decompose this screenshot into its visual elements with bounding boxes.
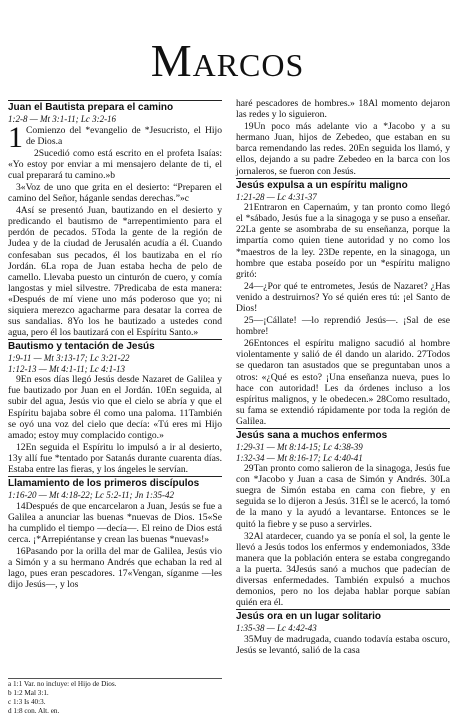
paragraph: 14Después de que encarcelaron a Juan, Jesús se fue a Galilea a anunciar las buenas *nuevas de Dios. 15«Se ha cumplido el tiempo —decía—. El reino de Dios está cerca. ¡*Arrepiéntanse y crean las buenas *nuevas!»	[8, 500, 222, 545]
cross-references: 1:2-8 — Mt 3:1-11; Lc 3:2-16	[8, 114, 117, 124]
footnote: d 1:8 con. Alt. en.	[8, 707, 60, 715]
paragraph: 35Muy de madrugada, cuando todavía estaba oscuro, Jesús se levantó, salió de la casa	[236, 633, 450, 656]
footnote: c 1:3 Is 40:3.	[8, 698, 46, 706]
paragraph: 9En esos días llegó Jesús desde Nazaret de Galilea y fue bautizado por Juan en el Jordán. 10En seguida, al subir del agua, Jesús vio que el cielo se abría y que el Espíritu bajaba sobre él como una paloma. 11También se oyó una voz del cielo que decía: «Tú eres mi Hijo amado; estoy muy complacido contigo.»	[8, 374, 222, 441]
section-heals-many	[236, 428, 450, 608]
paragraph: 21Entraron en Capernaúm, y tan pronto como llegó el *sábado, Jesús fue a la sinagoga y se puso a enseñar. 22La gente se asombraba de su enseñanza, porque la impartía como quien tiene autoridad y no como los *maestros de la ley. 23De repente, en la sinagoga, un hombre que estaba poseído por un *espíritu maligno gritó:	[236, 202, 450, 280]
section-continued	[236, 98, 450, 177]
paragraph: 24—¿Por qué te entrometes, Jesús de Nazaret? ¿Has venido a destruirnos? Yo sé quién eres tú: ¡el Santo de Dios!	[236, 280, 450, 314]
section-heading: Llamamiento de los primeros discípulos	[8, 476, 222, 490]
section-disciples	[8, 476, 222, 590]
right-column	[236, 98, 450, 657]
paragraph: 29Tan pronto como salieron de la sinagoga, Jesús fue con *Jacobo y Juan a casa de Simón y Andrés. 30La suegra de Simón estaba en cama con fiebre, y en seguida se lo dijeron a Jesús. 31Él se le acercó, la tomó de la mano y la ayudó a levantarse. Entonces se le quitó la fiebre y se puso a servirles.	[236, 463, 450, 530]
paragraph: haré pescadores de hombres.» 18Al momento dejaron las redes y lo siguieron.	[236, 98, 450, 121]
paragraph: 26Entonces el espíritu maligno sacudió al hombre violentamente y salió de él dando un alarido. 27Todos se quedaron tan asustados que se preguntaban unos a otros: «¿Qué es esto? ¡Una enseñanza nueva, pues lo hace con autoridad! Les da órdenes incluso a los espíritus malignos, y le obedecen.» 28Como resultado, su fama se extendió rápidamente por toda la región de Galilea.	[236, 338, 450, 427]
paragraph: 1 Comienzo del *evangelio de *Jesucristo, el Hijo de Dios.a	[8, 120, 222, 154]
paragraph: 12En seguida el Espíritu lo impulsó a ir al desierto, 13y allí fue *tentado por Satanás durante cuarenta días. Estaba entre las fieras, y los ángeles le servían.	[8, 441, 222, 476]
paragraph: 16Pasando por la orilla del mar de Galilea, Jesús vio a Simón y a su hermano Andrés que echaban la red al lago, pues eran pescadores. 17«Vengan, síganme —les dijo Jesús—, y los	[8, 546, 222, 591]
paragraph: 2Sucedió como está escrito en el profeta Isaías: «Yo estoy por enviar a mi mensajero delante de ti, el cual preparará tu camino.»b	[8, 147, 222, 181]
section-heading: Jesús sana a muchos enfermos	[236, 428, 450, 442]
cross-references: 1:29-31 — Mt 8:14-15; Lc 4:38-39 1:32-34 — Mt 8:16-17; Lc 4:40-41	[236, 442, 363, 463]
section-heading: Jesús ora en un lugar solitario	[236, 609, 450, 623]
book-title: Marcos	[150, 35, 305, 86]
paragraph: 4Así se presentó Juan, bautizando en el desierto y predicando el bautismo de *arrepentimiento para el perdón de pecados. 5Toda la gente de la región de Judea y de la ciudad de Jerusalén acudía a él. Cuando confesaban sus pecados, él los bautizaba en el río Jordán. 6La ropa de Juan estaba hecha de pelo de camello. Llevaba puesto un cinturón de cuero, y comía langostas y miel silvestre. 7Predicaba de esta manera: «Después de mí viene uno más poderoso que yo; ni siquiera merezco agacharme para desatar la correa de sus sandalias. 8Yo los he bautizado a ustedes cond agua, pero él los bautizará con el Espíritu Santo.»	[8, 205, 222, 339]
cross-references: 1:35-38 — Lc 4:42-43	[236, 623, 317, 634]
cross-references: 1:9-11 — Mt 3:13-17; Lc 3:21-22 1:12-13 — Mt 4:1-11; Lc 4:1-13	[8, 353, 130, 374]
section-baptism	[8, 339, 222, 475]
cross-references: 1:16-20 — Mt 4:18-22; Lc 5:2-11; Jn 1:35-42	[8, 490, 175, 501]
chapter-number: 1	[8, 120, 23, 154]
footnote: b 1:2 Mal 3:1.	[8, 689, 49, 697]
footnotes	[8, 678, 222, 716]
footnote: a 1:1 Var. no incluye: el Hijo de Dios.	[8, 680, 117, 688]
paragraph: 25—¡Cállate! —lo reprendió Jesús—. ¡Sal de ese hombre!	[236, 315, 450, 338]
cross-references: 1:21-28 — Lc 4:31-37	[236, 191, 317, 202]
section-heading: Jesús expulsa a un espíritu maligno	[236, 178, 450, 192]
left-column	[8, 100, 222, 591]
paragraph: 3«Voz de uno que grita en el desierto: “Preparen el camino del Señor, háganle sendas derechas.”»c	[8, 181, 222, 205]
section-heading: Juan el Bautista prepara el camino	[8, 100, 222, 114]
paragraph: 32Al atardecer, cuando ya se ponía el sol, la gente le llevó a Jesús todos los enfermos y endemoniados, 33de manera que la población entera se estaba congregando a la puerta. 34Jesús sanó a muchos que padecían de diversas enfermedades. También expulsó a muchos demonios, pero no los dejaba hablar porque sabían quién era él.	[236, 530, 450, 609]
section-evil-spirit	[236, 178, 450, 427]
paragraph: 19Un poco más adelante vio a *Jacobo y a su hermano Juan, hijos de Zebedeo, que estaban en su barca remendando las redes. 20En seguida los llamó, y ellos, dejando a su padre Zebedeo en la barca con los jornaleros, se fueron con Jesús.	[236, 121, 450, 177]
section-heading: Bautismo y tentación de Jesús	[8, 339, 222, 353]
section-john-baptist	[8, 100, 222, 338]
section-prayer	[236, 609, 450, 656]
